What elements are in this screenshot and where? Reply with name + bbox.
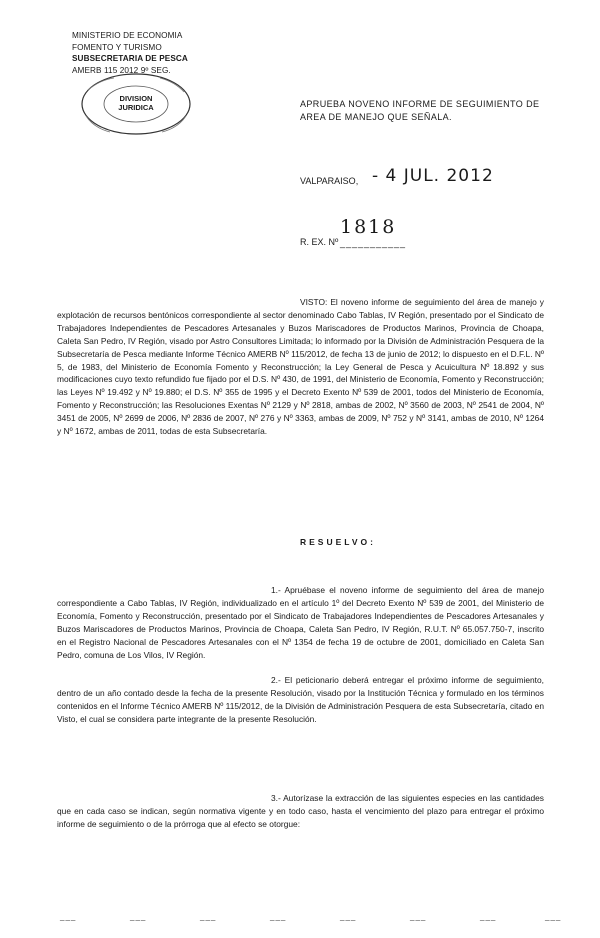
ministry-subline: FOMENTO Y TURISMO [72,42,162,52]
article-2: 2.- El peticionario deberá entregar el próximo informe de seguimiento, dentro de un año contado desde la fecha de la presente Resolución, visado por la Institución Técnica y formulado en los términos contenidos en el Informe Técnico AMERB Nº 115/2012, de la División de Administración Pesquera de esta Subsecretaría, citado en Visto, el cual se considera parte integrante de la presente Resolución. [57,675,544,724]
resolution-number-underline: ___________ [340,238,407,248]
issuer-header [72,30,188,76]
footer-mark: ___ [410,912,427,921]
resolution-number: 1818 [340,216,397,238]
resuelvo-heading: RESUELVO: [300,537,376,547]
footer-mark: ___ [340,912,357,921]
footer-mark: ___ [270,912,287,921]
reference-line: AMERB 115 2012 9º SEG. [72,65,171,75]
article-3: 3.- Autorízase la extracción de las siguientes especies en las cantidades que en cada caso se indican, según normativa vigente y en todo caso, hasta el vencimiento del plazo para entregar el próximo informe de seguimiento o de la prórroga que al efecto se otorgue: [57,793,544,829]
visto-paragraph: VISTO: El noveno informe de seguimiento del área de manejo y explotación de recursos bentónicos correspondiente al sector denominado Cabo Tablas, IV Región, presentado por el Sindicato de Trabajadores Independientes de Pescadores Artesanales y Buzos Mariscadores de Productos Marinos, Provincia de Choapa, Caleta San Pedro, IV Región, visado por Astro Consultores Limitada; lo informado por la División de Administración Pesquera de la Subsecretaría de Pesca mediante Informe Técnico AMERB Nº 115/2012, de fecha 13 de junio de 2012; lo dispuesto en el D.F.L. Nº 5, de 1983, del Ministerio de Economía Fomento y Reconstrucción; la Ley General de Pesca y Acuicultura Nº 18.892 y sus modificaciones cuyo texto refundido fue fijado por el D.S. Nº 430, de 1991, del Ministerio de Economía, Fomento y Reconstrucción; las Leyes Nº 19.492 y Nº 19.880; el D.S. Nº 355 de 1995 y el Decreto Exento Nº 539 de 2001, todos del Ministerio de Economía, Fomento y Reconstrucción; las Resoluciones Exentas Nº 2129 y Nº 2818, ambas de 2002, Nº 3560 de 2003, Nº 2541 de 2004, Nº 3451 de 2005, Nº 2699 de 2006, Nº 2836 de 2007, Nº 276 y Nº 3363, ambas de 2009, Nº 752 y Nº 3141, ambas de 2010, Nº 1264 y Nº 1672, ambas de 2011, todas de esta Subsecretaría. [57,297,544,437]
footer-mark: ___ [545,912,562,921]
stamp-line-1: DIVISION [119,94,153,103]
footer-mark: ___ [480,912,497,921]
stamp-line-2: JURIDICA [118,103,154,112]
footer-mark: ___ [130,912,147,921]
resolution-subject: APRUEBA NOVENO INFORME DE SEGUIMIENTO DE AREA DE MANEJO QUE SEÑALA. [300,99,540,122]
resolution-number-label: R. EX. Nº [300,237,339,247]
division-juridica-stamp [80,72,192,136]
article-1: 1.- Apruébase el noveno informe de seguimiento del área de manejo correspondiente a Cabo Tablas, IV Región, individualizado en el artículo 1º del Decreto Exento Nº 539 de 2001, del Ministerio de Economía, Fomento y Reconstrucción, presentado por el Sindicato de Trabajadores Independientes de Pescadores Artesanales y Buzos Mariscadores de Productos Marinos, Provincia de Choapa, Caleta San Pedro, IV Región, R.U.T. Nº 65.057.750-7, inscrito en el Registro Nacional de Pescadores Artesanales con el Nº 1354 de fecha 19 de octubre de 2001, domiciliado en Caleta San Pedro, comuna de Los Vilos, IV Región. [57,585,544,660]
resolution-date: - 4 JUL. 2012 [372,166,494,186]
subsecretaria-line: SUBSECRETARIA DE PESCA [72,54,188,63]
footer-mark: ___ [200,912,217,921]
stamp-text [108,94,164,112]
place-label: VALPARAISO, [300,176,359,186]
ministry-line: MINISTERIO DE ECONOMIA [72,31,183,40]
footer-mark: ___ [60,912,77,921]
